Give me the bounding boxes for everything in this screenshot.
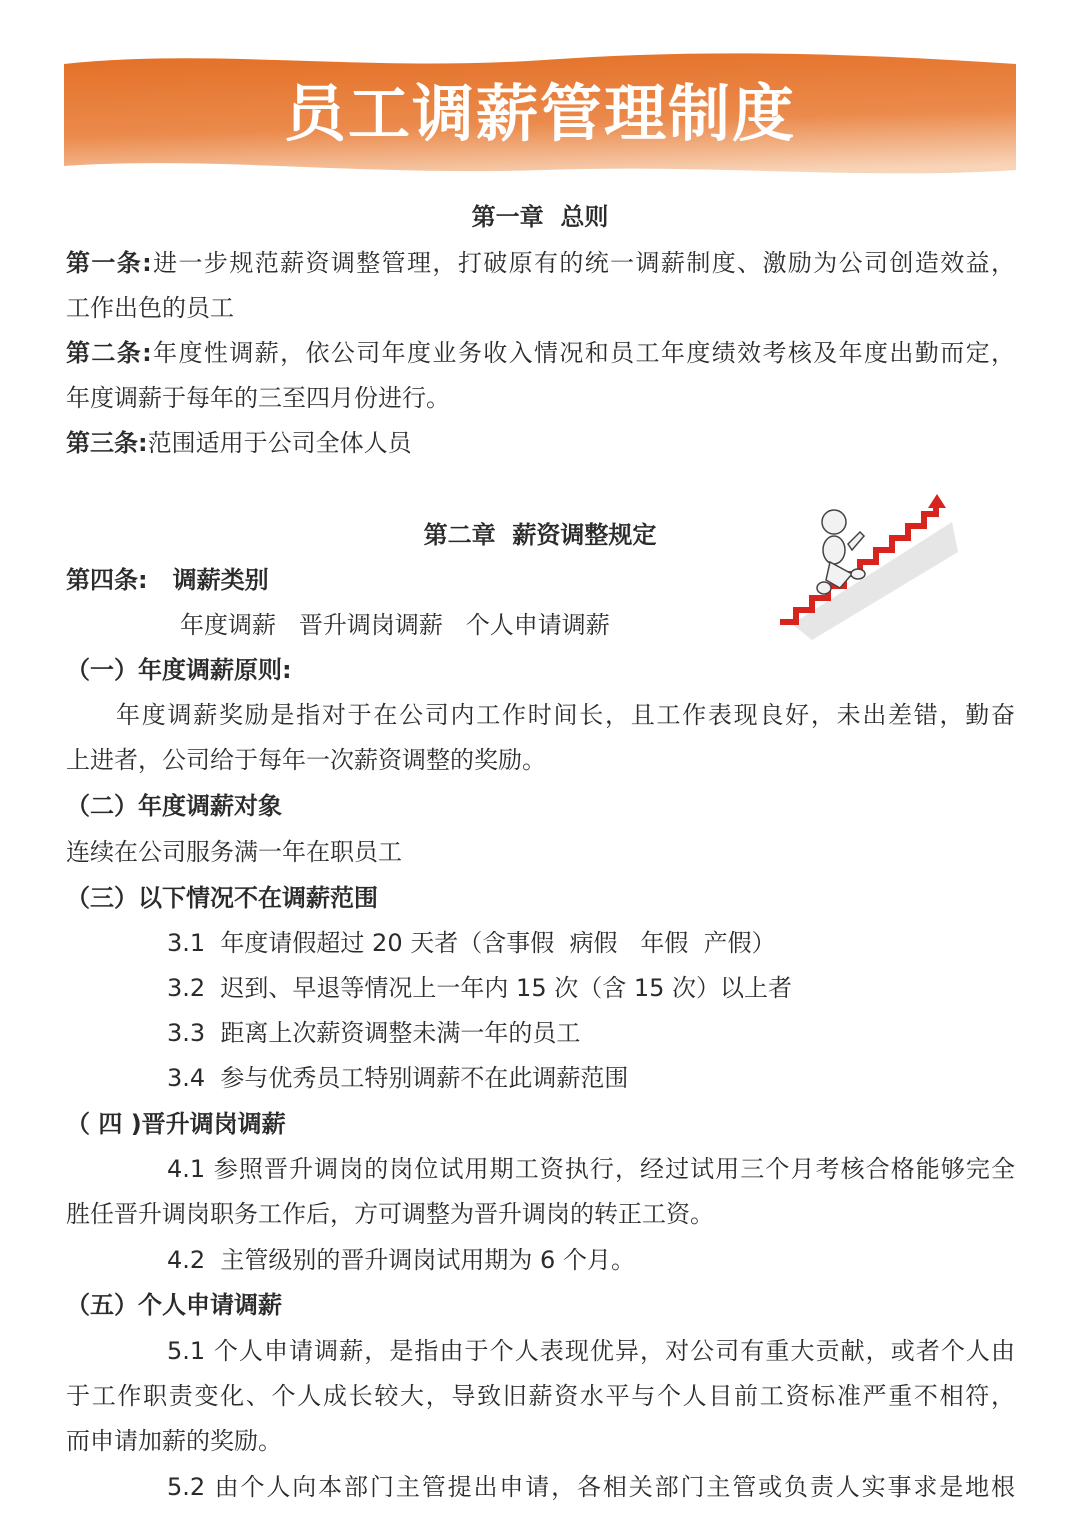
paragraph-line [66, 1017, 1015, 1049]
line-text: 而申请加薪的奖励。 [66, 1427, 282, 1455]
article-label: 第二条: [66, 339, 152, 367]
line-text: 进一步规范薪资调整管理，打破原有的统一调薪制度、激励为公司创造效益， [151, 249, 1015, 277]
paragraph-line [66, 1380, 1015, 1412]
line-text: （一）年度调薪原则: [66, 656, 292, 684]
line-text: 工作出色的员工 [66, 294, 234, 322]
paragraph-line [66, 247, 1015, 279]
paragraph-line [66, 744, 1015, 776]
line-text: 上进者，公司给于每年一次薪资调整的奖励。 [66, 746, 546, 774]
line-text: 年度调薪奖励是指对于在公司内工作时间长，且工作表现良好，未出差错，勤奋 [116, 701, 1015, 729]
line-text: （五）个人申请调薪 [66, 1291, 282, 1319]
line-text: 3.4 参与优秀员工特别调薪不在此调薪范围 [167, 1064, 629, 1092]
line-text: 范围适用于公司全体人员 [147, 429, 412, 457]
document-title: 员工调薪管理制度 [283, 77, 796, 150]
paragraph-line [66, 1335, 1015, 1367]
paragraph-line [66, 382, 1015, 414]
paragraph-line [66, 1471, 1015, 1503]
line-text: 第二章 薪资调整规定 [423, 521, 657, 549]
line-text: （ 四 )晋升调岗调薪 [66, 1110, 286, 1138]
chapter-heading [0, 201, 1080, 233]
arrow-head-icon [928, 494, 946, 508]
paragraph-line [66, 927, 1015, 959]
paragraph-line [66, 972, 1015, 1004]
paragraph-line [66, 1062, 1015, 1094]
line-text: 年度调薪于每年的三至四月份进行。 [66, 384, 450, 412]
article-label: 第一条: [66, 249, 152, 277]
line-text: 调薪类别 [147, 566, 269, 594]
line-text: 3.2 迟到、早退等情况上一年内 15 次（含 15 次）以上者 [167, 974, 793, 1002]
line-text: 年度性调薪，依公司年度业务收入情况和员工年度绩效考核及年度出勤而定， [151, 339, 1015, 367]
section-heading [66, 790, 1015, 822]
paragraph-line [66, 337, 1015, 369]
figure-icon [817, 510, 865, 594]
section-heading [66, 1289, 1015, 1321]
paragraph-line [66, 427, 1015, 459]
article-label: 第三条: [66, 429, 148, 457]
section-heading [66, 1108, 1015, 1140]
line-text: （二）年度调薪对象 [66, 792, 282, 820]
section-heading [66, 654, 1015, 686]
section-heading [66, 882, 1015, 914]
paragraph-line [66, 1198, 1015, 1230]
stairs-shadow [792, 522, 958, 640]
paragraph-line [66, 1244, 1015, 1276]
staircase-illustration [772, 492, 962, 642]
paragraph-line [66, 1153, 1015, 1185]
line-text: （三）以下情况不在调薪范围 [66, 884, 378, 912]
line-text: 3.1 年度请假超过 20 天者（含事假 病假 年假 产假） [167, 929, 776, 957]
line-text: 于工作职责变化、个人成长较大，导致旧薪资水平与个人目前工资标准严重不相符， [66, 1382, 1015, 1410]
line-text: 年度调薪 晋升调岗调薪 个人申请调薪 [180, 611, 610, 639]
paragraph-line [66, 836, 1015, 868]
line-text: 5.1 个人申请调薪，是指由于个人表现优异，对公司有重大贡献，或者个人由 [167, 1337, 1015, 1365]
line-text: 4.2 主管级别的晋升调岗试用期为 6 个月。 [167, 1246, 635, 1274]
line-text: 5.2 由个人向本部门主管提出申请，各相关部门主管或负责人实事求是地根 [167, 1473, 1015, 1501]
line-text: 4.1 参照晋升调岗的岗位试用期工资执行，经过试用三个月考核合格能够完全 [167, 1155, 1015, 1183]
article-label: 第四条: [66, 566, 148, 594]
paragraph-line [66, 1425, 1015, 1457]
line-text: 3.3 距离上次薪资调整未满一年的员工 [167, 1019, 581, 1047]
line-text: 连续在公司服务满一年在职员工 [66, 838, 402, 866]
line-text: 第一章 总则 [471, 203, 609, 231]
paragraph-line [66, 292, 1015, 324]
line-text: 胜任晋升调岗职务工作后，方可调整为晋升调岗的转正工资。 [66, 1200, 714, 1228]
paragraph-line [66, 699, 1015, 731]
